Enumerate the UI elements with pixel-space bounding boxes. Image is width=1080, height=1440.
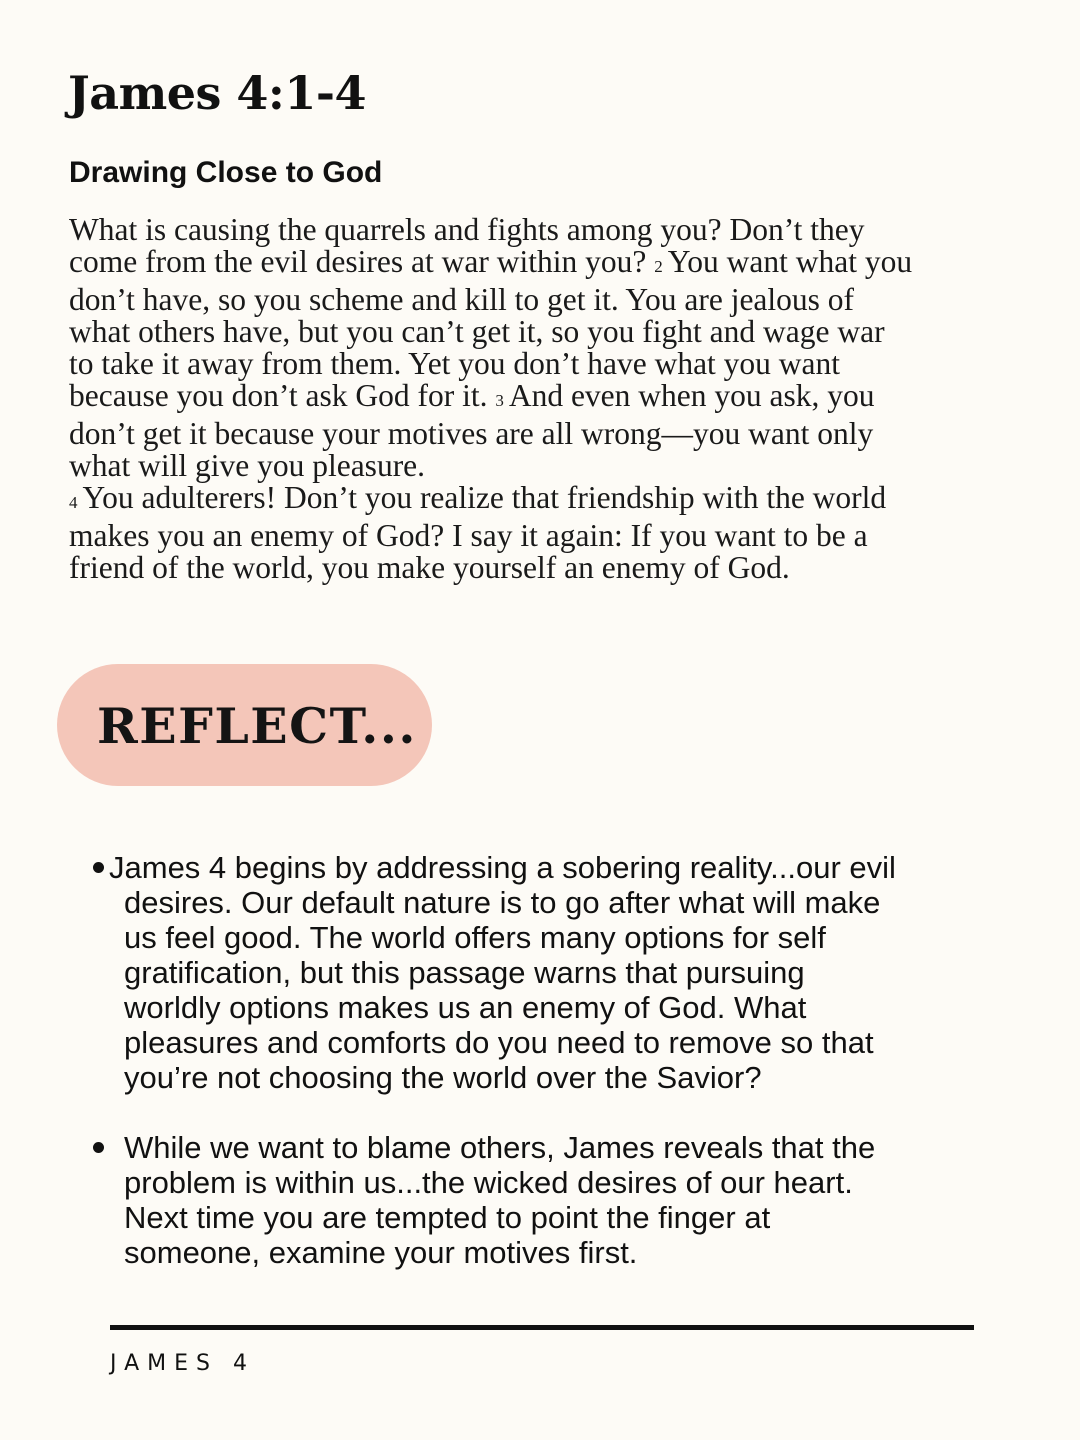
passage-line: come from the evil desires at war within you? 2 You want what you <box>69 244 913 280</box>
reflection-text: James 4 begins by addressing a sobering reality...our evil desires. Our default nature is to go after what will make us feel good. The world offers many options for self gratification, but this passage warns that pursuing worldly options makes us an enemy of God. What pleasures and comforts do you need to remove so that you’re not choosing the world over the Savior? <box>109 850 896 1095</box>
verse-number: 2 <box>654 257 663 277</box>
bullet-icon <box>93 862 104 873</box>
passage-line: What is causing the quarrels and fights among you? Don’t they <box>69 212 865 247</box>
reflection-item <box>85 1130 1045 1270</box>
reflection-text: While we want to blame others, James reveals that the problem is within us...the wicked desires of our heart. Next time you are tempted to point the finger at someone, examine your motives first. <box>124 1130 876 1270</box>
footer-divider <box>110 1325 974 1330</box>
passage-line: don’t have, so you scheme and kill to get it. You are jealous of <box>69 281 855 317</box>
passage-line: don’t get it because your motives are all wrong—you want only <box>69 415 874 451</box>
reflection-item <box>85 850 1045 1095</box>
reflect-heading: REFLECT... <box>97 697 417 755</box>
verse-number: 3 <box>495 391 504 411</box>
passage-line: makes you an enemy of God? I say it again: If you want to be a <box>69 517 868 553</box>
bullet-icon <box>93 1142 104 1153</box>
passage-subtitle: Drawing Close to God <box>69 156 383 189</box>
passage-line: what will give you pleasure. <box>69 448 426 484</box>
passage-line: 4 You adulterers! Don’t you realize that friendship with the world <box>69 480 887 516</box>
footer-label: JAMES 4 <box>110 1351 255 1376</box>
passage-line: to take it away from them. Yet you don’t have what you want <box>69 346 841 382</box>
scripture-passage <box>69 214 1029 584</box>
passage-line: because you don’t ask God for it. 3 And even when you ask, you <box>69 378 875 414</box>
passage-line: friend of the world, you make yourself an enemy of God. <box>69 549 790 585</box>
passage-line: what others have, but you can’t get it, so you fight and wage war <box>69 313 885 349</box>
verse-number: 4 <box>69 493 78 513</box>
reflection-list <box>85 850 1045 1270</box>
page-title: James 4:1-4 <box>68 66 367 120</box>
